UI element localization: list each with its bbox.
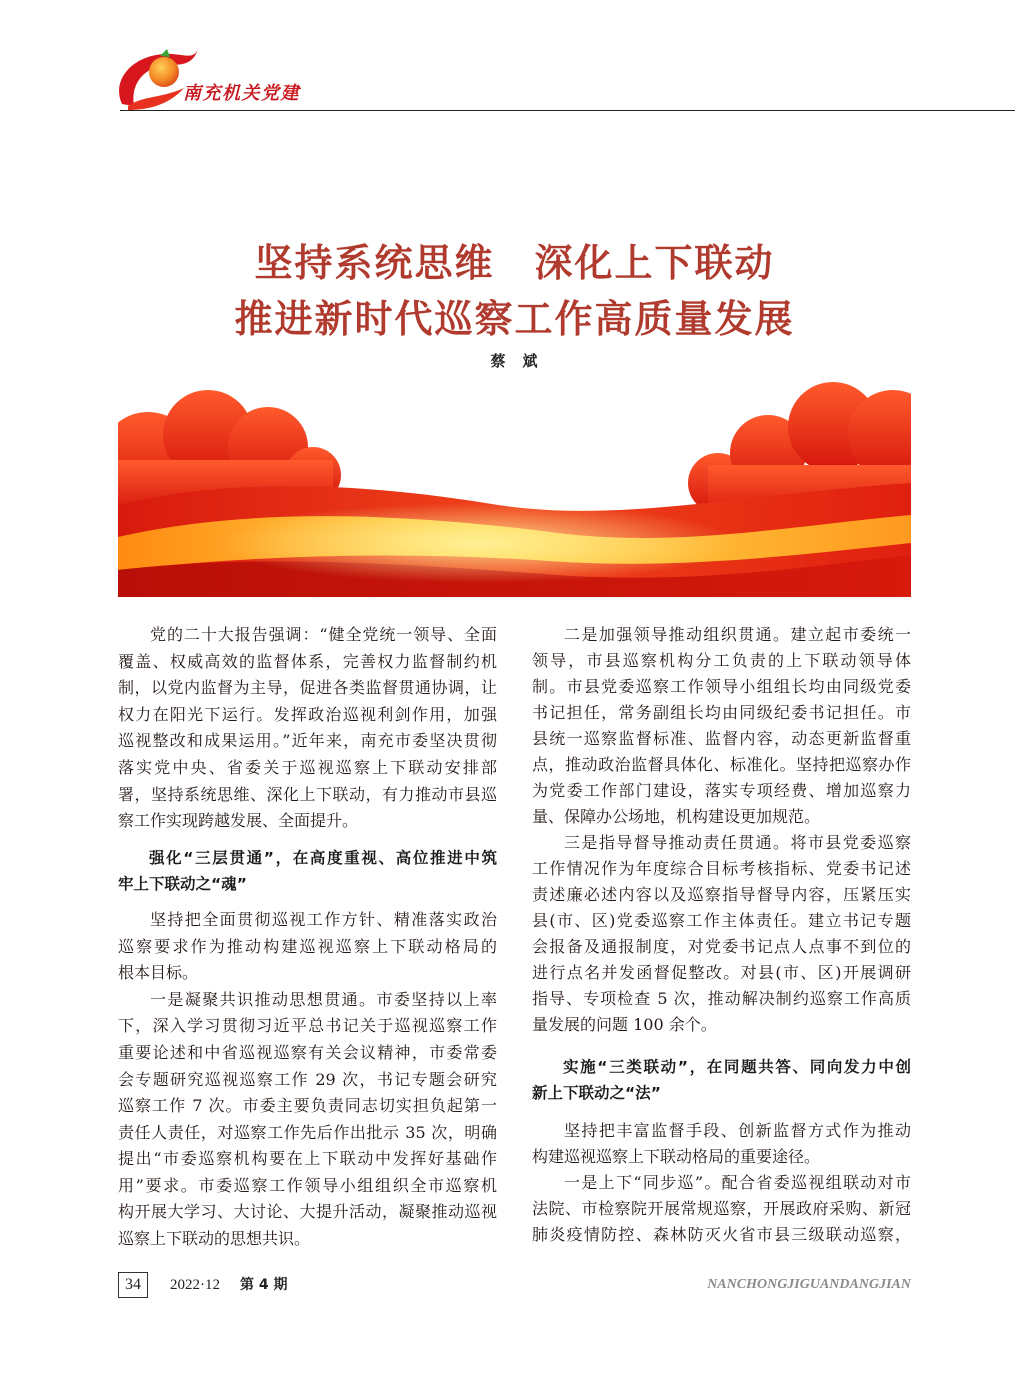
text-line: 点，推动政治监督具体化、标准化。坚持把巡察办作	[532, 755, 911, 774]
body-paragraph	[532, 1170, 911, 1248]
section-heading	[118, 845, 497, 898]
text-line: 指导、专项检查 5 次，推动解决制约巡察工作高质	[532, 989, 911, 1008]
logo-globe	[149, 57, 179, 87]
issue-date: 2022·12	[170, 1277, 220, 1293]
text-line: 量、保障办公场地，机构建设更加规范。	[532, 807, 821, 826]
logo-swirl	[128, 88, 184, 110]
text-line: 责述廉必述内容以及巡察指导督导内容，压紧压实	[532, 885, 911, 904]
text-line: 制，以党内监督为主导，促进各类监督贯通协调，让	[118, 678, 497, 698]
issue-info	[170, 1273, 288, 1297]
text-line: 巡察要求作为推动构建巡视巡察上下联动格局的	[118, 936, 497, 956]
body-paragraph	[532, 830, 911, 1038]
banner-image	[118, 365, 911, 597]
text-line: 察工作实现跨越发展、全面提升。	[118, 811, 359, 831]
text-line: 法院、市检察院开展常规巡察，开展政府采购、新冠	[532, 1199, 911, 1218]
text-line: 强化“三层贯通”，在高度重视、高位推进中筑	[149, 848, 497, 867]
text-line: 根本目标。	[118, 963, 199, 983]
text-line: 县统一巡察监督标准、监督内容，动态更新监督重	[532, 729, 911, 748]
body-paragraph	[532, 622, 911, 830]
text-line: 覆盖、权威高效的监督体系，完善权力监督制约机	[118, 651, 497, 671]
text-line: 新上下联动之“法”	[532, 1084, 661, 1102]
text-line: 责任人责任，对巡察工作先后作出批示 35 次，明确	[118, 1122, 497, 1142]
banner-glow	[218, 503, 738, 583]
logo-leaf	[160, 49, 170, 57]
text-line: 会报备及通报制度，对党委书记点人点事不到位的	[532, 937, 911, 956]
text-line: 巡视整改和成果运用。”近年来，南充市委坚决贯彻	[118, 731, 497, 751]
text-line: 会专题研究巡视巡察工作 29 次，书记专题会研究	[118, 1069, 497, 1089]
text-line: 构开展大学习、大讨论、大提升活动，凝聚推动巡视	[118, 1202, 497, 1222]
text-line: 下，深入学习贯彻习近平总书记关于巡视巡察工作	[118, 1016, 497, 1036]
page-number: 34	[118, 1272, 148, 1298]
text-line: 县(市、区)党委巡察工作主体责任。建立书记专题	[532, 911, 911, 930]
section-heading	[532, 1054, 911, 1106]
text-line: 实施“三类联动”，在同题共答、同向发力中创	[563, 1058, 911, 1076]
text-column-left	[118, 622, 497, 1253]
header-divider	[120, 110, 1015, 111]
text-line: 署，坚持系统思维、深化上下联动，有力推动市县巡	[118, 784, 497, 804]
text-line: 二是加强领导推动组织贯通。建立起市委统一	[564, 625, 911, 644]
article-author: 蔡 斌	[490, 352, 539, 370]
text-line: 党的二十大报告强调：“健全党统一领导、全面	[150, 625, 497, 644]
text-line: 牢上下联动之“魂”	[118, 875, 247, 894]
text-line: 书记担任，常务副组长均由同级纪委书记担任。市	[532, 703, 911, 722]
text-line: 坚持把丰富监督手段、创新监督方式作为推动	[564, 1121, 911, 1140]
body-paragraph	[118, 622, 497, 835]
text-line: 重要论述和中省巡视巡察有关会议精神，市委常委	[118, 1042, 497, 1062]
text-line: 巡察上下联动的思想共识。	[118, 1229, 311, 1249]
magazine-brand: 南充机关党建	[183, 83, 300, 104]
text-line: 制。市县党委巡察工作领导小组组长均由同级党委	[532, 677, 911, 696]
text-line: 领导，市县巡察机构分工负责的上下联动领导体	[532, 651, 911, 670]
text-line: 权力在阳光下运行。发挥政治巡视利剑作用，加强	[118, 704, 497, 724]
text-line: 用”要求。市委巡察工作领导小组组织全市巡察机	[118, 1175, 497, 1195]
text-line: 一是凝聚共识推动思想贯通。市委坚持以上率	[150, 989, 497, 1009]
text-column-right	[532, 622, 911, 1248]
title-line-1: 坚持系统思维 深化上下联动	[254, 240, 775, 285]
text-line: 坚持把全面贯彻巡视工作方针、精准落实政治	[150, 909, 497, 929]
text-line: 构建巡视巡察上下联动格局的重要途径。	[532, 1147, 821, 1166]
text-line: 巡察工作 7 次。市委主要负责同志切实担负起第一	[118, 1096, 497, 1116]
text-line: 进行点名并发函督促整改。对县(市、区)开展调研	[532, 963, 911, 982]
issue-number: 第 4 期	[240, 1277, 288, 1293]
text-line: 工作情况作为年度综合目标考核指标、党委书记述	[532, 859, 911, 878]
magazine-pinyin: NANCHONGJIGUANDANGJIAN	[707, 1277, 911, 1292]
body-paragraph	[532, 1118, 911, 1170]
text-line: 落实党中央、省委关于巡视巡察上下联动安排部	[118, 757, 497, 777]
body-paragraph	[118, 907, 497, 987]
text-line: 为党委工作部门建设，落实专项经费、增加巡察力	[532, 781, 911, 800]
text-line: 提出“市委巡察机构要在上下联动中发挥好基础作	[118, 1149, 497, 1169]
article-title	[118, 235, 911, 347]
text-line: 三是指导督导推动责任贯通。将市县党委巡察	[564, 833, 911, 852]
text-line: 肺炎疫情防控、森林防灭火省市县三级联动巡察，	[532, 1225, 911, 1244]
text-line: 一是上下“同步巡”。配合省委巡视组联动对市	[564, 1173, 911, 1192]
body-paragraph	[118, 987, 497, 1253]
title-line-2: 推进新时代巡察工作高质量发展	[234, 296, 795, 341]
text-line: 量发展的问题 100 余个。	[532, 1015, 717, 1034]
